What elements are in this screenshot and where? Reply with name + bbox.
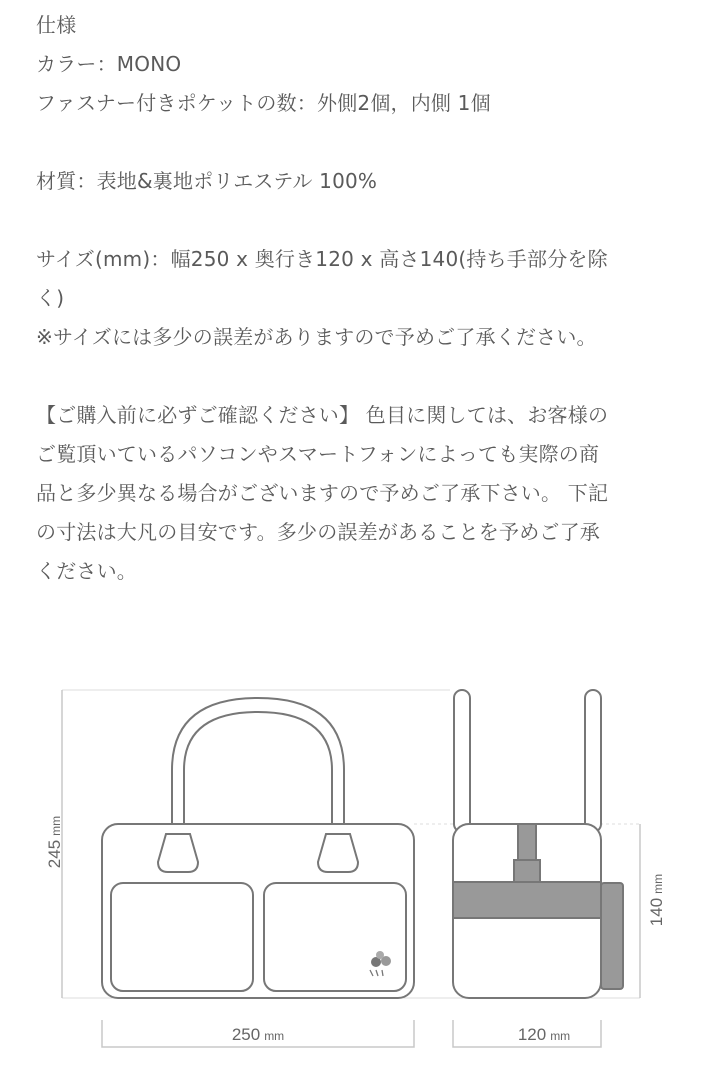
bag-side-view <box>453 690 623 998</box>
depth-dimension <box>453 1020 601 1047</box>
side-strap <box>518 824 536 864</box>
spec-text-block <box>36 6 686 591</box>
notice-line: の寸法は大凡の目安です。多少の誤差があることを予めご了承 <box>36 520 600 544</box>
side-height-dimension <box>640 824 666 998</box>
notice-line: 品と多少異なる場合がございますので予めご了承下さい。 下記 <box>36 481 609 505</box>
notice-line: ください。 <box>36 559 137 583</box>
side-handle-right <box>585 690 601 832</box>
notice-line: ご覧頂いているパソコンやスマートフォンによっても実際の商 <box>36 442 600 466</box>
front-height-dimension <box>45 690 64 998</box>
size-line: サイズ(mm)：幅250 x 奥行き120 x 高さ140(持ち手部分を除 <box>36 247 608 271</box>
pocket-line: ファスナー付きポケットの数：外側2個，内側 1個 <box>36 91 491 115</box>
side-pocket <box>601 883 623 989</box>
front-pocket-left <box>111 883 253 991</box>
spacer <box>36 123 686 162</box>
spec-heading: 仕様 <box>36 13 77 37</box>
bag-dimension-diagram <box>0 680 708 1060</box>
front-pocket-right <box>264 883 406 991</box>
side-band <box>453 882 601 918</box>
depth-label: 120 mm <box>517 1025 571 1044</box>
handle-tab-left <box>158 834 198 872</box>
side-handle-left <box>454 690 470 832</box>
size-note: ※サイズには多少の誤差がありますので予めご了承ください。 <box>36 325 597 349</box>
width-dimension <box>102 1020 414 1047</box>
spacer <box>36 201 686 240</box>
spacer <box>36 357 686 396</box>
size-line-continued: く) <box>36 286 65 310</box>
width-label: 250 mm <box>231 1025 285 1044</box>
material-line: 材質：表地&裏地ポリエステル 100% <box>36 169 378 193</box>
handle-tab-right <box>318 834 358 872</box>
color-line: カラー：MONO <box>36 52 182 76</box>
side-buckle <box>514 860 540 882</box>
notice-line: 【ご購入前に必ずご確認ください】 色目に関しては、お客様の <box>36 403 609 427</box>
side-height-label: 140mm <box>647 873 666 927</box>
bag-handle <box>172 698 344 840</box>
front-height-label: 245mm <box>45 815 64 869</box>
bag-front-view <box>102 698 414 998</box>
